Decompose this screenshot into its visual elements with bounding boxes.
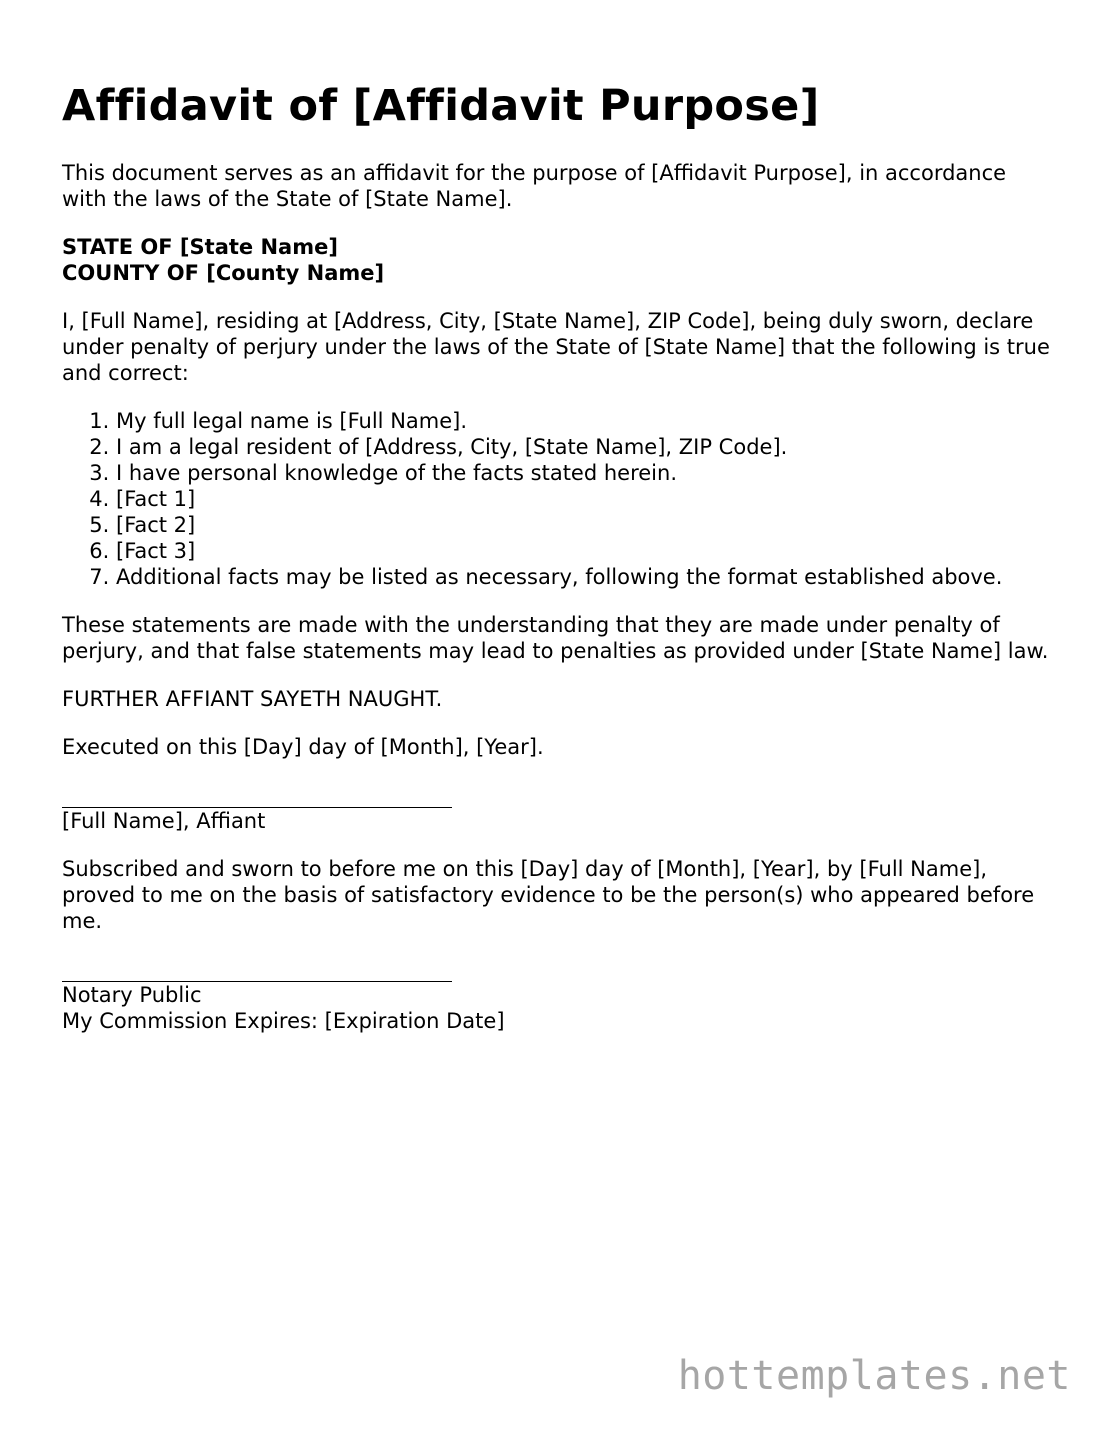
affiant-signature-line <box>62 782 452 808</box>
list-item: 3. I have personal knowledge of the facts stated herein. <box>116 460 1052 486</box>
sworn-statement-paragraph: Subscribed and sworn to before me on this [Day] day of [Month], [Year], by [Full Name], proved to me on the basis of satisfactory evidence to be the person(s) who appeared before me. <box>62 857 1035 933</box>
further-affiant-line: FURTHER AFFIANT SAYETH NAUGHT. <box>62 687 443 711</box>
document-page <box>62 80 1052 1034</box>
notary-signature-line <box>62 956 452 982</box>
penalty-paragraph: These statements are made with the understanding that they are made under penalty of perjury, and that false statements may lead to penalties as provided under [State Name] law. <box>62 613 1049 663</box>
facts-list <box>62 408 1052 590</box>
declaration-paragraph: I, [Full Name], residing at [Address, City, [State Name], ZIP Code], being duly sworn, declare under penalty of perjury under the laws of the State of [State Name] that the following is true and correct: <box>62 309 1050 385</box>
list-item: 7. Additional facts may be listed as necessary, following the format established above. <box>116 564 1052 590</box>
list-item: 5. [Fact 2] <box>116 512 1052 538</box>
state-line: STATE OF [State Name] <box>62 235 338 259</box>
list-item: 2. I am a legal resident of [Address, City, [State Name], ZIP Code]. <box>116 434 1052 460</box>
intro-paragraph: This document serves as an affidavit for the purpose of [Affidavit Purpose], in accordance with the laws of the State of [State Name]. <box>62 161 1007 211</box>
executed-date-line: Executed on this [Day] day of [Month], [Year]. <box>62 735 544 759</box>
jurisdiction-block <box>62 234 1052 286</box>
commission-expires-line: My Commission Expires: [Expiration Date] <box>62 1009 505 1033</box>
list-item: 1. My full legal name is [Full Name]. <box>116 408 1052 434</box>
document-title: Affidavit of [Affidavit Purpose] <box>62 81 820 131</box>
affiant-signature-block <box>62 782 1052 834</box>
site-watermark: hottemplates.net <box>677 1353 1071 1399</box>
notary-label: Notary Public <box>62 983 202 1007</box>
notary-signature-block <box>62 956 1052 1034</box>
county-line: COUNTY OF [County Name] <box>62 261 385 285</box>
list-item: 6. [Fact 3] <box>116 538 1052 564</box>
affiant-signature-label: [Full Name], Affiant <box>62 809 266 833</box>
list-item: 4. [Fact 1] <box>116 486 1052 512</box>
